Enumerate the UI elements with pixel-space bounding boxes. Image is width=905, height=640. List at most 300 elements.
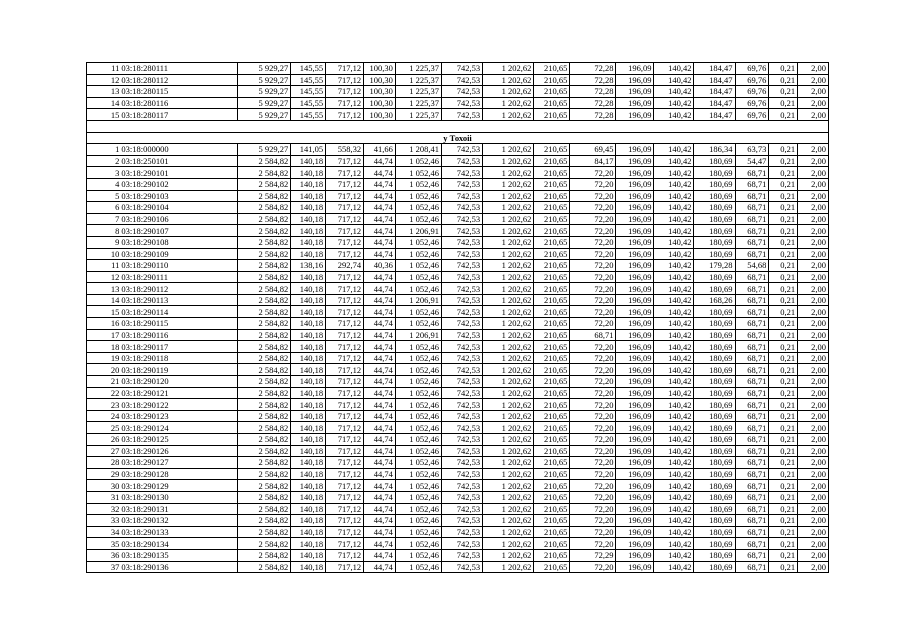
value-cell: 145,55 <box>291 86 326 98</box>
table-row <box>87 236 829 248</box>
cadastral-code-cell: 03:18:000000 <box>120 144 237 156</box>
row-number-cell: 14 <box>87 97 121 109</box>
table-row <box>87 480 829 492</box>
value-cell: 140,18 <box>291 387 326 399</box>
value-cell: 0,21 <box>769 387 798 399</box>
value-cell: 2 584,82 <box>237 167 290 179</box>
value-cell: 196,09 <box>616 202 654 214</box>
value-cell: 1 052,46 <box>395 376 441 388</box>
cadastral-code-cell: 03:18:290129 <box>120 480 237 492</box>
value-cell: 140,42 <box>654 434 694 446</box>
value-cell: 140,42 <box>654 561 694 573</box>
value-cell: 140,18 <box>291 271 326 283</box>
value-cell: 742,53 <box>442 283 483 295</box>
value-cell: 0,21 <box>769 155 798 167</box>
value-cell: 68,71 <box>735 213 769 225</box>
value-cell: 2,00 <box>798 109 829 121</box>
value-cell: 68,71 <box>735 457 769 469</box>
cadastral-data-table <box>86 62 829 573</box>
value-cell: 196,09 <box>616 294 654 306</box>
cadastral-code-cell: 03:18:290101 <box>120 167 237 179</box>
value-cell: 1 208,41 <box>395 144 441 156</box>
cadastral-code-cell: 03:18:290102 <box>120 178 237 190</box>
cadastral-code-cell: 03:18:290131 <box>120 503 237 515</box>
cadastral-code-cell: 03:18:290117 <box>120 341 237 353</box>
value-cell: 145,55 <box>291 63 326 75</box>
value-cell: 140,18 <box>291 329 326 341</box>
row-number-cell: 17 <box>87 329 121 341</box>
value-cell: 140,18 <box>291 225 326 237</box>
value-cell: 2,00 <box>798 457 829 469</box>
value-cell: 210,65 <box>534 86 570 98</box>
value-cell: 196,09 <box>616 341 654 353</box>
value-cell: 1 202,62 <box>483 283 534 295</box>
value-cell: 2 584,82 <box>237 271 290 283</box>
value-cell: 2,00 <box>798 480 829 492</box>
value-cell: 210,65 <box>534 109 570 121</box>
table-row <box>87 491 829 503</box>
value-cell: 210,65 <box>534 515 570 527</box>
value-cell: 72,20 <box>570 202 616 214</box>
value-cell: 196,09 <box>616 74 654 86</box>
row-number-cell: 12 <box>87 74 121 86</box>
value-cell: 1 052,46 <box>395 236 441 248</box>
value-cell: 742,53 <box>442 109 483 121</box>
value-cell: 140,42 <box>654 109 694 121</box>
value-cell: 717,12 <box>326 549 364 561</box>
value-cell: 44,74 <box>364 561 396 573</box>
value-cell: 742,53 <box>442 86 483 98</box>
blank-cell <box>87 120 829 132</box>
value-cell: 68,71 <box>735 352 769 364</box>
value-cell: 2,00 <box>798 434 829 446</box>
value-cell: 2 584,82 <box>237 445 290 457</box>
value-cell: 1 202,62 <box>483 63 534 75</box>
value-cell: 210,65 <box>534 248 570 260</box>
value-cell: 180,69 <box>694 225 735 237</box>
value-cell: 1 225,37 <box>395 97 441 109</box>
value-cell: 140,18 <box>291 434 326 446</box>
value-cell: 140,42 <box>654 283 694 295</box>
value-cell: 140,18 <box>291 480 326 492</box>
value-cell: 717,12 <box>326 561 364 573</box>
value-cell: 0,21 <box>769 248 798 260</box>
row-number-cell: 14 <box>87 294 121 306</box>
value-cell: 0,21 <box>769 167 798 179</box>
value-cell: 210,65 <box>534 144 570 156</box>
value-cell: 1 202,62 <box>483 155 534 167</box>
value-cell: 292,74 <box>326 260 364 272</box>
table-row <box>87 202 829 214</box>
value-cell: 140,42 <box>654 155 694 167</box>
table-body-top <box>87 63 829 121</box>
value-cell: 2,00 <box>798 225 829 237</box>
value-cell: 717,12 <box>326 410 364 422</box>
value-cell: 2 584,82 <box>237 468 290 480</box>
value-cell: 0,21 <box>769 410 798 422</box>
row-number-cell: 19 <box>87 352 121 364</box>
value-cell: 1 202,62 <box>483 457 534 469</box>
value-cell: 742,53 <box>442 236 483 248</box>
value-cell: 1 052,46 <box>395 202 441 214</box>
cadastral-code-cell: 03:18:280115 <box>120 86 237 98</box>
value-cell: 196,09 <box>616 457 654 469</box>
value-cell: 1 202,62 <box>483 410 534 422</box>
value-cell: 100,30 <box>364 74 396 86</box>
value-cell: 0,21 <box>769 561 798 573</box>
value-cell: 72,20 <box>570 352 616 364</box>
cadastral-code-cell: 03:18:290111 <box>120 271 237 283</box>
value-cell: 717,12 <box>326 63 364 75</box>
value-cell: 0,21 <box>769 515 798 527</box>
row-number-cell: 15 <box>87 109 121 121</box>
value-cell: 180,69 <box>694 236 735 248</box>
value-cell: 196,09 <box>616 503 654 515</box>
value-cell: 63,73 <box>735 144 769 156</box>
value-cell: 2,00 <box>798 248 829 260</box>
value-cell: 180,69 <box>694 341 735 353</box>
value-cell: 180,69 <box>694 167 735 179</box>
value-cell: 0,21 <box>769 144 798 156</box>
value-cell: 2 584,82 <box>237 283 290 295</box>
value-cell: 168,26 <box>694 294 735 306</box>
value-cell: 0,21 <box>769 526 798 538</box>
value-cell: 140,18 <box>291 294 326 306</box>
value-cell: 1 052,46 <box>395 549 441 561</box>
table-row <box>87 445 829 457</box>
cadastral-code-cell: 03:18:290126 <box>120 445 237 457</box>
value-cell: 717,12 <box>326 445 364 457</box>
cadastral-code-cell: 03:18:290107 <box>120 225 237 237</box>
value-cell: 742,53 <box>442 341 483 353</box>
value-cell: 1 052,46 <box>395 410 441 422</box>
value-cell: 742,53 <box>442 480 483 492</box>
value-cell: 68,71 <box>735 387 769 399</box>
cadastral-code-cell: 03:18:290121 <box>120 387 237 399</box>
value-cell: 68,71 <box>735 376 769 388</box>
value-cell: 717,12 <box>326 318 364 330</box>
value-cell: 2 584,82 <box>237 294 290 306</box>
cadastral-code-cell: 03:18:290134 <box>120 538 237 550</box>
value-cell: 44,74 <box>364 410 396 422</box>
row-number-cell: 7 <box>87 213 121 225</box>
value-cell: 717,12 <box>326 422 364 434</box>
value-cell: 717,12 <box>326 480 364 492</box>
value-cell: 210,65 <box>534 306 570 318</box>
value-cell: 180,69 <box>694 445 735 457</box>
value-cell: 140,18 <box>291 468 326 480</box>
value-cell: 40,36 <box>364 260 396 272</box>
value-cell: 44,74 <box>364 352 396 364</box>
value-cell: 140,42 <box>654 318 694 330</box>
value-cell: 2 584,82 <box>237 352 290 364</box>
value-cell: 1 202,62 <box>483 422 534 434</box>
value-cell: 140,42 <box>654 491 694 503</box>
value-cell: 210,65 <box>534 491 570 503</box>
value-cell: 1 202,62 <box>483 144 534 156</box>
table-row <box>87 318 829 330</box>
table-row <box>87 538 829 550</box>
row-number-cell: 11 <box>87 260 121 272</box>
value-cell: 742,53 <box>442 329 483 341</box>
value-cell: 717,12 <box>326 190 364 202</box>
value-cell: 717,12 <box>326 74 364 86</box>
value-cell: 2,00 <box>798 364 829 376</box>
value-cell: 196,09 <box>616 63 654 75</box>
value-cell: 0,21 <box>769 202 798 214</box>
value-cell: 180,69 <box>694 329 735 341</box>
table-row <box>87 422 829 434</box>
value-cell: 1 202,62 <box>483 167 534 179</box>
value-cell: 140,18 <box>291 213 326 225</box>
value-cell: 140,18 <box>291 526 326 538</box>
value-cell: 1 052,46 <box>395 271 441 283</box>
value-cell: 68,71 <box>735 491 769 503</box>
value-cell: 717,12 <box>326 97 364 109</box>
row-number-cell: 37 <box>87 561 121 573</box>
value-cell: 140,18 <box>291 503 326 515</box>
value-cell: 1 052,46 <box>395 364 441 376</box>
value-cell: 0,21 <box>769 74 798 86</box>
value-cell: 1 052,46 <box>395 306 441 318</box>
value-cell: 44,74 <box>364 549 396 561</box>
table-row <box>87 271 829 283</box>
cadastral-code-cell: 03:18:280111 <box>120 63 237 75</box>
cadastral-code-cell: 03:18:290109 <box>120 248 237 260</box>
table-row <box>87 387 829 399</box>
row-number-cell: 35 <box>87 538 121 550</box>
value-cell: 0,21 <box>769 294 798 306</box>
value-cell: 69,76 <box>735 97 769 109</box>
value-cell: 210,65 <box>534 399 570 411</box>
row-number-cell: 20 <box>87 364 121 376</box>
value-cell: 196,09 <box>616 97 654 109</box>
value-cell: 72,20 <box>570 410 616 422</box>
value-cell: 44,74 <box>364 480 396 492</box>
value-cell: 0,21 <box>769 491 798 503</box>
value-cell: 72,20 <box>570 526 616 538</box>
value-cell: 2,00 <box>798 283 829 295</box>
value-cell: 742,53 <box>442 271 483 283</box>
value-cell: 1 202,62 <box>483 480 534 492</box>
value-cell: 72,20 <box>570 178 616 190</box>
value-cell: 210,65 <box>534 445 570 457</box>
table-row <box>87 341 829 353</box>
value-cell: 717,12 <box>326 155 364 167</box>
value-cell: 140,18 <box>291 248 326 260</box>
value-cell: 742,53 <box>442 144 483 156</box>
value-cell: 69,76 <box>735 63 769 75</box>
value-cell: 186,34 <box>694 144 735 156</box>
value-cell: 196,09 <box>616 410 654 422</box>
value-cell: 72,20 <box>570 376 616 388</box>
value-cell: 742,53 <box>442 155 483 167</box>
value-cell: 742,53 <box>442 399 483 411</box>
value-cell: 2 584,82 <box>237 190 290 202</box>
value-cell: 140,18 <box>291 549 326 561</box>
value-cell: 140,18 <box>291 410 326 422</box>
value-cell: 68,71 <box>735 271 769 283</box>
value-cell: 145,55 <box>291 109 326 121</box>
table-row <box>87 178 829 190</box>
value-cell: 210,65 <box>534 225 570 237</box>
value-cell: 44,74 <box>364 213 396 225</box>
value-cell: 100,30 <box>364 63 396 75</box>
value-cell: 140,42 <box>654 271 694 283</box>
value-cell: 0,21 <box>769 329 798 341</box>
value-cell: 44,74 <box>364 248 396 260</box>
value-cell: 140,42 <box>654 144 694 156</box>
value-cell: 0,21 <box>769 213 798 225</box>
value-cell: 1 202,62 <box>483 190 534 202</box>
value-cell: 41,66 <box>364 144 396 156</box>
value-cell: 1 052,46 <box>395 283 441 295</box>
value-cell: 1 202,62 <box>483 549 534 561</box>
row-number-cell: 34 <box>87 526 121 538</box>
value-cell: 196,09 <box>616 445 654 457</box>
value-cell: 742,53 <box>442 167 483 179</box>
row-number-cell: 32 <box>87 503 121 515</box>
value-cell: 140,42 <box>654 364 694 376</box>
value-cell: 2 584,82 <box>237 538 290 550</box>
value-cell: 68,71 <box>735 434 769 446</box>
value-cell: 0,21 <box>769 376 798 388</box>
value-cell: 196,09 <box>616 399 654 411</box>
cadastral-code-cell: 03:18:290135 <box>120 549 237 561</box>
value-cell: 2 584,82 <box>237 526 290 538</box>
table-row <box>87 97 829 109</box>
value-cell: 210,65 <box>534 97 570 109</box>
value-cell: 210,65 <box>534 213 570 225</box>
row-number-cell: 30 <box>87 480 121 492</box>
value-cell: 1 052,46 <box>395 248 441 260</box>
value-cell: 1 052,46 <box>395 468 441 480</box>
value-cell: 180,69 <box>694 248 735 260</box>
cadastral-code-cell: 03:18:250101 <box>120 155 237 167</box>
value-cell: 2 584,82 <box>237 399 290 411</box>
value-cell: 210,65 <box>534 178 570 190</box>
value-cell: 180,69 <box>694 271 735 283</box>
value-cell: 5 929,27 <box>237 109 290 121</box>
value-cell: 210,65 <box>534 468 570 480</box>
value-cell: 742,53 <box>442 561 483 573</box>
value-cell: 2,00 <box>798 306 829 318</box>
cadastral-code-cell: 03:18:290106 <box>120 213 237 225</box>
value-cell: 180,69 <box>694 190 735 202</box>
value-cell: 72,20 <box>570 306 616 318</box>
row-number-cell: 13 <box>87 283 121 295</box>
value-cell: 2,00 <box>798 538 829 550</box>
value-cell: 742,53 <box>442 190 483 202</box>
value-cell: 68,71 <box>735 561 769 573</box>
value-cell: 196,09 <box>616 155 654 167</box>
value-cell: 742,53 <box>442 445 483 457</box>
cadastral-code-cell: 03:18:290108 <box>120 236 237 248</box>
value-cell: 140,18 <box>291 283 326 295</box>
table-row <box>87 109 829 121</box>
value-cell: 0,21 <box>769 352 798 364</box>
value-cell: 180,69 <box>694 178 735 190</box>
value-cell: 210,65 <box>534 63 570 75</box>
value-cell: 0,21 <box>769 86 798 98</box>
value-cell: 196,09 <box>616 86 654 98</box>
value-cell: 1 202,62 <box>483 329 534 341</box>
value-cell: 1 052,46 <box>395 515 441 527</box>
value-cell: 717,12 <box>326 202 364 214</box>
value-cell: 196,09 <box>616 329 654 341</box>
value-cell: 2 584,82 <box>237 549 290 561</box>
value-cell: 2 584,82 <box>237 318 290 330</box>
table-row <box>87 294 829 306</box>
value-cell: 44,74 <box>364 376 396 388</box>
value-cell: 140,18 <box>291 178 326 190</box>
value-cell: 196,09 <box>616 468 654 480</box>
value-cell: 0,21 <box>769 445 798 457</box>
value-cell: 180,69 <box>694 561 735 573</box>
value-cell: 0,21 <box>769 63 798 75</box>
value-cell: 2,00 <box>798 526 829 538</box>
value-cell: 180,69 <box>694 491 735 503</box>
table-row <box>87 549 829 561</box>
value-cell: 742,53 <box>442 503 483 515</box>
value-cell: 210,65 <box>534 526 570 538</box>
value-cell: 69,76 <box>735 74 769 86</box>
value-cell: 140,18 <box>291 341 326 353</box>
value-cell: 72,20 <box>570 387 616 399</box>
value-cell: 717,12 <box>326 457 364 469</box>
value-cell: 717,12 <box>326 364 364 376</box>
value-cell: 140,42 <box>654 74 694 86</box>
value-cell: 717,12 <box>326 248 364 260</box>
value-cell: 72,20 <box>570 294 616 306</box>
value-cell: 68,71 <box>735 225 769 237</box>
value-cell: 69,76 <box>735 86 769 98</box>
value-cell: 1 202,62 <box>483 202 534 214</box>
value-cell: 0,21 <box>769 178 798 190</box>
row-number-cell: 12 <box>87 271 121 283</box>
value-cell: 1 202,62 <box>483 341 534 353</box>
value-cell: 196,09 <box>616 260 654 272</box>
cadastral-code-cell: 03:18:290127 <box>120 457 237 469</box>
value-cell: 44,74 <box>364 294 396 306</box>
value-cell: 1 202,62 <box>483 526 534 538</box>
cadastral-code-cell: 03:18:290128 <box>120 468 237 480</box>
row-number-cell: 31 <box>87 491 121 503</box>
value-cell: 72,20 <box>570 515 616 527</box>
value-cell: 0,21 <box>769 341 798 353</box>
value-cell: 2,00 <box>798 294 829 306</box>
value-cell: 1 202,62 <box>483 468 534 480</box>
value-cell: 742,53 <box>442 248 483 260</box>
value-cell: 44,74 <box>364 445 396 457</box>
value-cell: 196,09 <box>616 491 654 503</box>
value-cell: 140,42 <box>654 329 694 341</box>
value-cell: 717,12 <box>326 515 364 527</box>
table-row <box>87 144 829 156</box>
value-cell: 196,09 <box>616 526 654 538</box>
value-cell: 210,65 <box>534 260 570 272</box>
value-cell: 2,00 <box>798 491 829 503</box>
value-cell: 44,74 <box>364 399 396 411</box>
value-cell: 2,00 <box>798 387 829 399</box>
value-cell: 140,18 <box>291 399 326 411</box>
value-cell: 140,18 <box>291 352 326 364</box>
table-row <box>87 283 829 295</box>
value-cell: 2,00 <box>798 468 829 480</box>
value-cell: 180,69 <box>694 283 735 295</box>
value-cell: 68,71 <box>735 503 769 515</box>
value-cell: 717,12 <box>326 225 364 237</box>
